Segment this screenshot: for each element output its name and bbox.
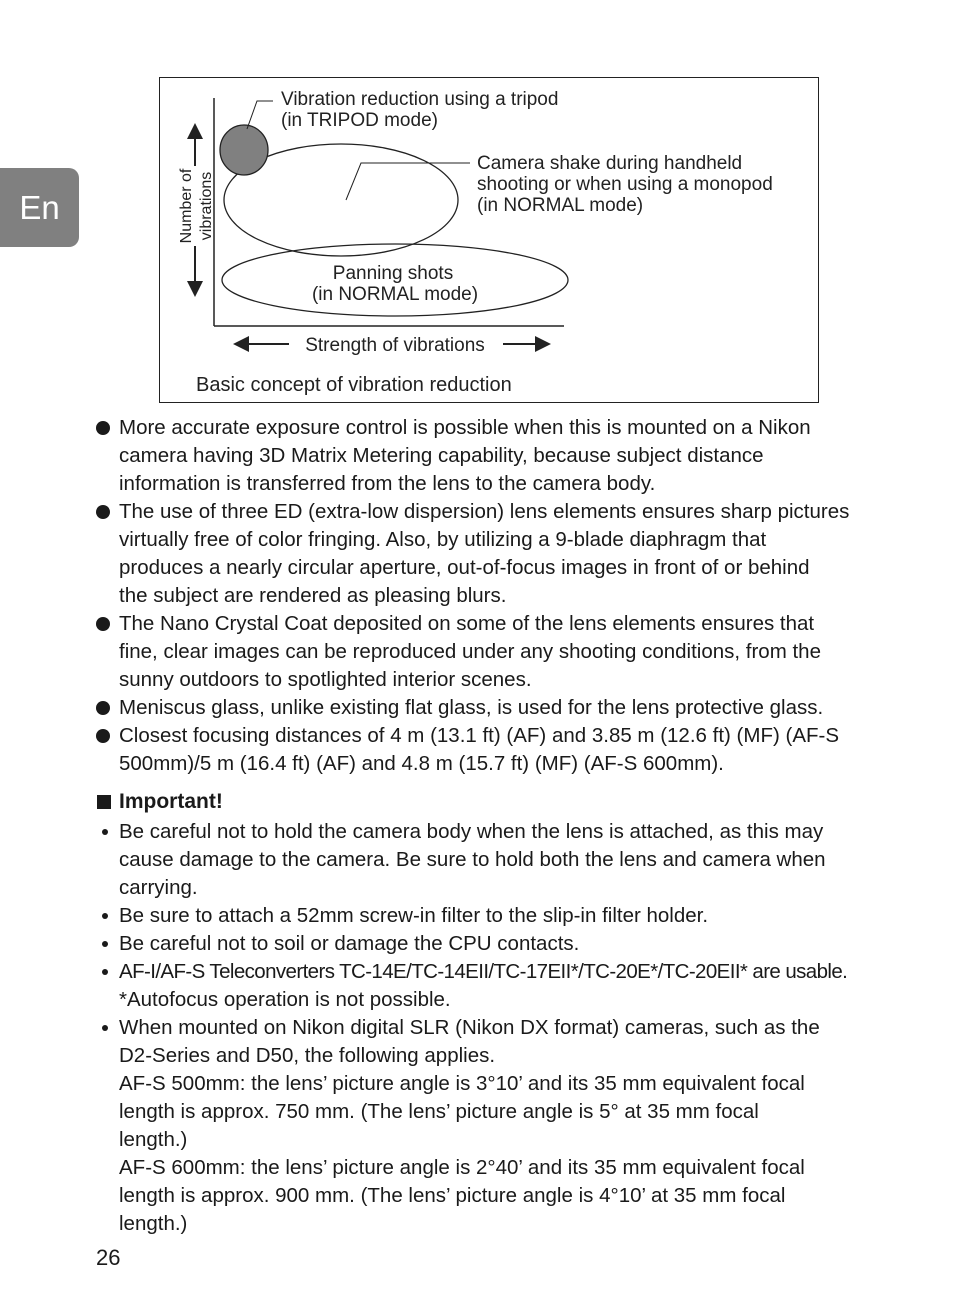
list-item-line: carrying. bbox=[119, 876, 198, 899]
features-list bbox=[0, 414, 954, 778]
list-item-line: length.) bbox=[119, 1128, 188, 1151]
list-item-line: virtually free of color fringing. Also, by utilizing a 9-blade diaphragm that bbox=[119, 528, 767, 551]
list-item-line: sunny outdoors to spotlighted interior scenes. bbox=[119, 668, 532, 691]
important-title: Important! bbox=[119, 790, 223, 813]
list-item-line: AF-I/AF-S Teleconverters TC-14E/TC-14EII/TC-17EII*/TC-20E*/TC-20EII* are usable. bbox=[119, 960, 848, 983]
list-item-line: Closest focusing distances of 4 m (13.1 ft) (AF) and 3.85 m (12.6 ft) (MF) (AF-S bbox=[119, 724, 840, 747]
list-item bbox=[0, 414, 954, 498]
list-item-line: AF-S 500mm: the lens’ picture angle is 3°10’ and its 35 mm equivalent focal bbox=[119, 1072, 805, 1095]
tripod-label-line: (in TRIPOD mode) bbox=[281, 110, 438, 131]
x-axis-label: Strength of vibrations bbox=[305, 335, 485, 356]
language-tab bbox=[0, 168, 79, 247]
list-item bbox=[0, 694, 954, 722]
list-item-line: D2-Series and D50, the following applies. bbox=[119, 1044, 496, 1067]
tripod-leader-line bbox=[247, 101, 273, 129]
list-item-line: information is transferred from the lens to the camera body. bbox=[119, 472, 656, 495]
list-item bbox=[0, 958, 954, 1014]
list-item-line: cause damage to the camera. Be sure to hold both the lens and camera when bbox=[119, 848, 826, 871]
bullet-icon bbox=[96, 421, 110, 435]
list-item bbox=[0, 1014, 954, 1238]
language-tab-label: En bbox=[19, 188, 60, 226]
diagram-canvas bbox=[160, 78, 818, 402]
y-axis-label-line: vibrations bbox=[198, 171, 215, 241]
bullet-icon bbox=[102, 829, 108, 835]
handheld-label-line: Camera shake during handheld bbox=[477, 153, 743, 174]
handheld-label-line: (in NORMAL mode) bbox=[477, 195, 644, 216]
list-item-line: Be careful not to hold the camera body when the lens is attached, as this may bbox=[119, 820, 824, 843]
list-item-line: produces a nearly circular aperture, out-of-focus images in front of or behind bbox=[119, 556, 810, 579]
list-item bbox=[0, 930, 954, 958]
bullet-icon bbox=[102, 913, 108, 919]
list-item-line: *Autofocus operation is not possible. bbox=[119, 988, 451, 1011]
tripod-ellipse bbox=[220, 125, 268, 175]
page-number: 26 bbox=[96, 1245, 121, 1270]
figure-caption: Basic concept of vibration reduction bbox=[196, 374, 512, 396]
handheld-label-line: shooting or when using a monopod bbox=[477, 174, 773, 195]
bullet-icon bbox=[102, 969, 108, 975]
list-item-line: the subject are rendered as pleasing blurs. bbox=[119, 584, 507, 607]
list-item-line: length is approx. 750 mm. (The lens’ picture angle is 5° at 35 mm focal bbox=[119, 1100, 759, 1123]
list-item-line: When mounted on Nikon digital SLR (Nikon DX format) cameras, such as the bbox=[119, 1016, 820, 1039]
square-bullet-icon bbox=[97, 795, 111, 809]
list-item-line: The use of three ED (extra-low dispersion) lens elements ensures sharp pictures bbox=[119, 500, 850, 523]
vibration-reduction-diagram bbox=[159, 77, 819, 403]
list-item-line: camera having 3D Matrix Metering capability, because subject distance bbox=[119, 444, 764, 467]
bullet-icon bbox=[102, 941, 108, 947]
list-item-line: length.) bbox=[119, 1212, 188, 1235]
bullet-icon bbox=[96, 505, 110, 519]
bullet-icon bbox=[96, 729, 110, 743]
list-item-line: More accurate exposure control is possible when this is mounted on a Nikon bbox=[119, 416, 811, 439]
panning-label-line: Panning shots bbox=[332, 263, 454, 284]
y-axis-label-line: Number of bbox=[178, 168, 195, 244]
list-item-line: fine, clear images can be reproduced under any shooting conditions, from the bbox=[119, 640, 821, 663]
panning-label-line: (in NORMAL mode) bbox=[311, 284, 479, 305]
list-item-line: Meniscus glass, unlike existing flat glass, is used for the lens protective glass. bbox=[119, 696, 824, 719]
list-item bbox=[0, 610, 954, 694]
list-item-line: The Nano Crystal Coat deposited on some of the lens elements ensures that bbox=[119, 612, 815, 635]
important-heading bbox=[97, 788, 223, 816]
bullet-icon bbox=[102, 1025, 108, 1031]
list-item bbox=[0, 498, 954, 610]
list-item-line: AF-S 600mm: the lens’ picture angle is 2°40’ and its 35 mm equivalent focal bbox=[119, 1156, 805, 1179]
list-item bbox=[0, 722, 954, 778]
bullet-icon bbox=[96, 701, 110, 715]
tripod-label-line: Vibration reduction using a tripod bbox=[281, 89, 559, 110]
bullet-icon bbox=[96, 617, 110, 631]
list-item bbox=[0, 818, 954, 902]
list-item bbox=[0, 902, 954, 930]
important-list bbox=[0, 818, 954, 1238]
list-item-line: 500mm)/5 m (16.4 ft) (AF) and 4.8 m (15.7 ft) (MF) (AF-S 600mm). bbox=[119, 752, 724, 775]
list-item-line: Be sure to attach a 52mm screw-in filter to the slip-in filter holder. bbox=[119, 904, 709, 927]
list-item-line: length is approx. 900 mm. (The lens’ picture angle is 4°10’ at 35 mm focal bbox=[119, 1184, 786, 1207]
list-item-line: Be careful not to soil or damage the CPU contacts. bbox=[119, 932, 580, 955]
